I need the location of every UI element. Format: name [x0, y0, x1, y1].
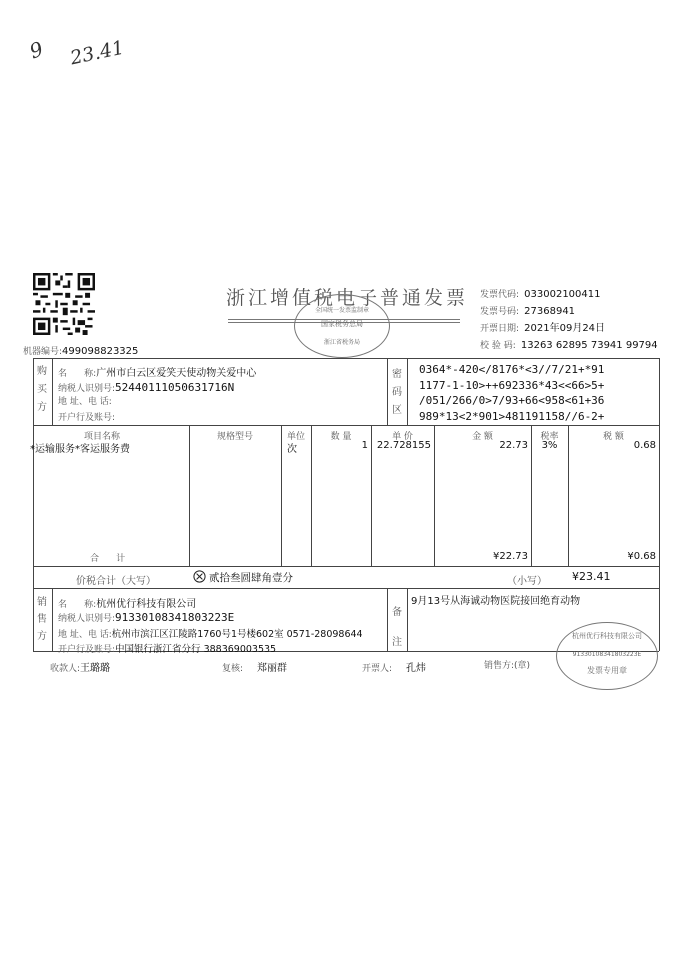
buyer-tax-label: 纳税人识别号:	[58, 384, 116, 394]
table-border	[387, 588, 388, 651]
seller-name: 杭州优行科技有限公司	[96, 599, 197, 610]
machine-number-value: 499098823325	[62, 346, 139, 357]
grand-total-small-value: ¥23.41	[572, 570, 611, 583]
col-header-item-name: 项目名称	[83, 432, 120, 442]
footer-payee	[50, 656, 110, 675]
buyer-tax-row	[58, 376, 234, 395]
invoice-title: 浙江增值税电子普通发票	[226, 287, 469, 309]
table-border	[33, 425, 659, 426]
grand-total-label: 价税合计（大写）	[76, 576, 156, 587]
item-unit: 次	[287, 444, 297, 455]
stamp-top-text: 全国统一发票监制章	[314, 307, 369, 314]
seller-bank: 中国银行浙江省分行 388369003535	[115, 644, 277, 655]
col-header-spec: 规格型号	[216, 432, 253, 442]
footer-reviewer	[222, 656, 287, 675]
handwritten-amount: 23.41	[68, 36, 127, 70]
seller-tax-label: 纳税人识别号:	[58, 614, 116, 624]
stamp-middle-text: 国家税务总局	[321, 320, 363, 328]
buyer-name-label: 名 称:	[58, 369, 97, 379]
cipher-block	[419, 362, 604, 424]
col-header-quantity: 数 量	[330, 432, 352, 442]
total-label: 合 计	[90, 554, 126, 564]
cipher-line: /051/266/0>7/93+66<958<61+36	[419, 394, 605, 407]
meta-row	[480, 299, 680, 316]
machine-number	[23, 344, 138, 357]
seller-stamp-caption: 发票专用章	[587, 666, 627, 675]
col-header-tax-rate: 税率	[540, 432, 559, 442]
item-name: *运输服务*客运服务费	[30, 444, 130, 455]
cross-circle-icon	[193, 570, 206, 583]
meta-row	[480, 316, 680, 333]
grand-total-small-label: （小写）	[507, 576, 547, 587]
reviewer-name: 郑丽群	[257, 663, 288, 674]
col-header-unit-price: 单 价	[392, 432, 413, 442]
table-border	[407, 588, 408, 651]
meta-label: 发票号码:	[480, 307, 520, 317]
seller-tax-id: 91330108341803223E	[115, 611, 235, 624]
buyer-side-label: 购买方	[37, 366, 47, 413]
seller-side-label: 销售方	[37, 597, 47, 642]
buyer-address-label: 地 址、电 话:	[58, 397, 112, 407]
col-header-unit: 单位	[286, 432, 305, 442]
seller-bank-row	[58, 637, 276, 656]
remark-side-label: 备注	[392, 607, 402, 648]
issuer-label: 开票人:	[362, 664, 393, 674]
total-tax: ¥0.68	[627, 551, 656, 562]
buyer-tax-id: 52440111050631716N	[115, 381, 235, 394]
footer-issuer	[362, 656, 426, 675]
buyer-bank-label: 开户行及账号:	[58, 413, 116, 423]
seller-address-label: 地 址、电 话:	[58, 630, 112, 640]
seller-bank-label: 开户行及账号:	[58, 645, 116, 655]
tax-bureau-stamp	[294, 294, 390, 358]
total-amount: ¥22.73	[493, 551, 528, 562]
cipher-line: 989*13<2*901>481191158//6-2+	[419, 409, 605, 423]
check-code: 13263 62895 73941 99794	[520, 340, 658, 351]
item-unit-price: 22.728155	[376, 440, 431, 451]
seller-name-label: 名 称:	[58, 600, 97, 610]
machine-number-label: 机器编号:	[23, 347, 63, 357]
remark-text: 9月13号从海诚动物医院接回绝育动物	[411, 596, 581, 607]
invoice-meta	[480, 282, 680, 350]
meta-row	[480, 333, 680, 350]
item-quantity: 1	[361, 440, 368, 451]
table-border	[33, 566, 659, 567]
table-border	[33, 358, 34, 651]
table-border	[33, 588, 659, 589]
issuer-name: 孔炜	[406, 663, 427, 674]
table-border	[387, 358, 388, 425]
meta-label: 开票日期:	[480, 324, 520, 334]
payee-label: 收款人:	[50, 664, 81, 674]
table-border	[33, 358, 659, 359]
grand-total-uppercase: 贰拾叁圆肆角壹分	[209, 572, 293, 584]
table-border	[189, 425, 190, 566]
item-tax-rate: 3%	[541, 440, 558, 451]
table-border	[407, 358, 408, 425]
qr-code	[33, 273, 95, 335]
table-border	[659, 358, 660, 651]
seller-seal-label: 销售方:(章)	[484, 661, 531, 671]
seller-stamp-tax-id: 91330108341803223E	[572, 651, 642, 658]
buyer-name: 广州市白云区爱笑天使动物关爱中心	[96, 368, 257, 379]
cipher-line: 0364*-420</8176*<3//7/21+*91	[419, 363, 605, 376]
seller-invoice-stamp	[556, 622, 658, 690]
table-border	[52, 588, 53, 651]
meta-row	[480, 282, 680, 299]
col-header-tax: 税 额	[603, 432, 624, 442]
meta-label: 校 验 码:	[480, 341, 516, 351]
item-amount: 22.73	[499, 440, 528, 451]
handwritten-mark: 9	[26, 36, 47, 64]
seller-address: 杭州市滨江区江陵路1760号1号楼602室 0571-28098644	[111, 629, 363, 640]
table-border	[281, 425, 282, 566]
issue-date: 2021年09月24日	[524, 323, 606, 334]
table-border	[52, 358, 53, 425]
meta-label: 发票代码:	[480, 290, 520, 300]
cipher-side-label: 密码区	[392, 369, 402, 416]
cipher-line: 1177-1-10>++692336*43<<66>5+	[419, 378, 605, 392]
invoice-code: 033002100411	[524, 289, 601, 300]
invoice-number: 27368941	[524, 306, 576, 317]
item-tax: 0.68	[633, 440, 656, 451]
col-header-amount: 金 额	[472, 432, 493, 442]
seller-stamp-name: 杭州优行科技有限公司	[572, 632, 642, 640]
payee-name: 王璐璐	[80, 663, 111, 674]
reviewer-label: 复核:	[222, 664, 244, 674]
stamp-bottom-text: 浙江省税务局	[323, 339, 360, 346]
